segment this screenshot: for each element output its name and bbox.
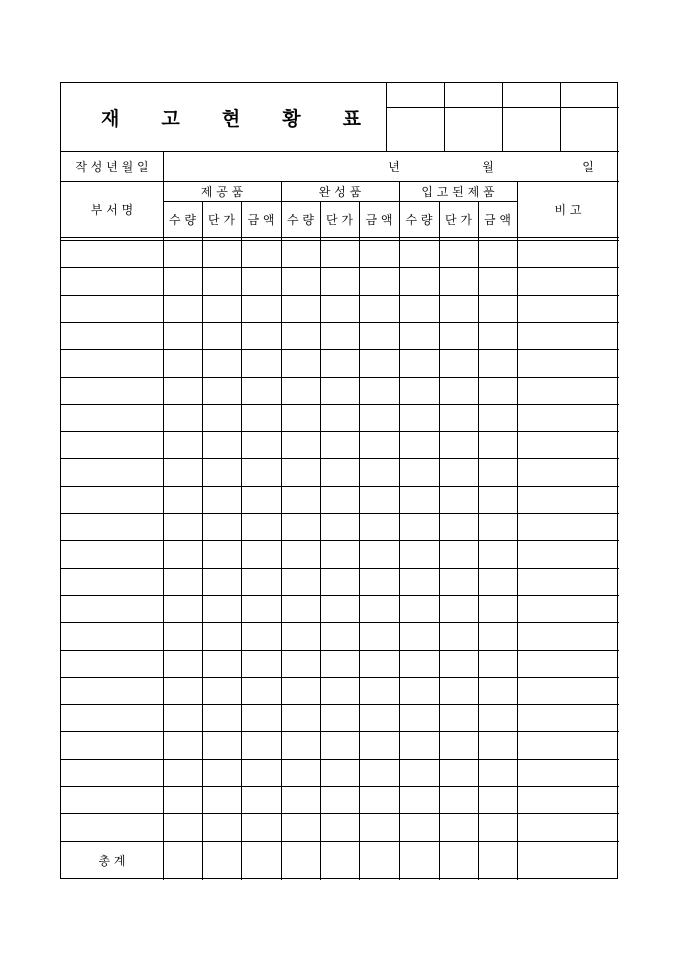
table-row-line: [61, 377, 619, 378]
approval-box-border: [560, 83, 561, 151]
table-row-line: [61, 759, 619, 760]
approval-box-border: [444, 83, 445, 151]
table-row-line: [61, 322, 619, 323]
title-char: 고: [161, 107, 180, 130]
sub-header: 금 액: [365, 212, 393, 227]
inventory-status-form: [60, 82, 618, 879]
date-label: 작 성 년 월 일: [75, 159, 149, 174]
table-row-line: [61, 622, 619, 623]
approval-box-border: [502, 83, 503, 151]
total-label: 총 계: [98, 853, 126, 868]
table-row-line: [61, 786, 619, 787]
table-row-line: [61, 595, 619, 596]
title-char: 재: [101, 107, 120, 130]
table-row-line: [61, 731, 619, 732]
approval-box-divider: [386, 107, 619, 108]
group-border: [399, 181, 400, 880]
sub-header: 수 량: [287, 212, 314, 227]
date-year: 년: [388, 159, 400, 174]
date-day: 일: [582, 159, 594, 174]
table-row-line: [61, 458, 619, 459]
date-month: 월: [482, 159, 494, 174]
remarks-column-border: [517, 181, 518, 880]
title-char: 황: [282, 107, 301, 130]
sub-header: 단 가: [326, 212, 353, 227]
group-header: 제 공 품: [200, 184, 244, 199]
sub-header: 수 량: [405, 212, 433, 227]
remarks-header: 비 고: [554, 202, 582, 217]
dept-column-border: [163, 151, 164, 880]
group-header: 완 성 품: [318, 184, 362, 199]
table-row-line: [61, 677, 619, 678]
title-char: 현: [221, 107, 241, 130]
table-row-line: [61, 540, 619, 541]
table-row-line: [61, 404, 619, 405]
table-row-line: [61, 650, 619, 651]
dept-name-header: 부 서 명: [90, 202, 134, 217]
group-border: [281, 181, 282, 880]
header-double-line: [61, 240, 619, 241]
table-row-line: [61, 568, 619, 569]
sub-header: 단 가: [208, 212, 235, 227]
sub-header: 단 가: [445, 212, 472, 227]
sub-header: 금 액: [484, 212, 511, 227]
approval-box-border: [386, 83, 387, 151]
table-row-line: [61, 349, 619, 350]
table-row-line: [61, 813, 619, 814]
header-double-line: [61, 237, 619, 238]
table-row-line: [61, 431, 619, 432]
table-row-line: [61, 295, 619, 296]
table-row-line: [61, 704, 619, 705]
group-header: 입 고 된 제 품: [421, 184, 495, 199]
sub-header: 수 량: [169, 212, 196, 227]
table-row-line: [61, 486, 619, 487]
form-title: [101, 83, 361, 151]
table-row-line: [61, 513, 619, 514]
title-char: 표: [342, 107, 361, 130]
sub-header: 금 액: [247, 212, 275, 227]
table-row-line: [61, 267, 619, 268]
